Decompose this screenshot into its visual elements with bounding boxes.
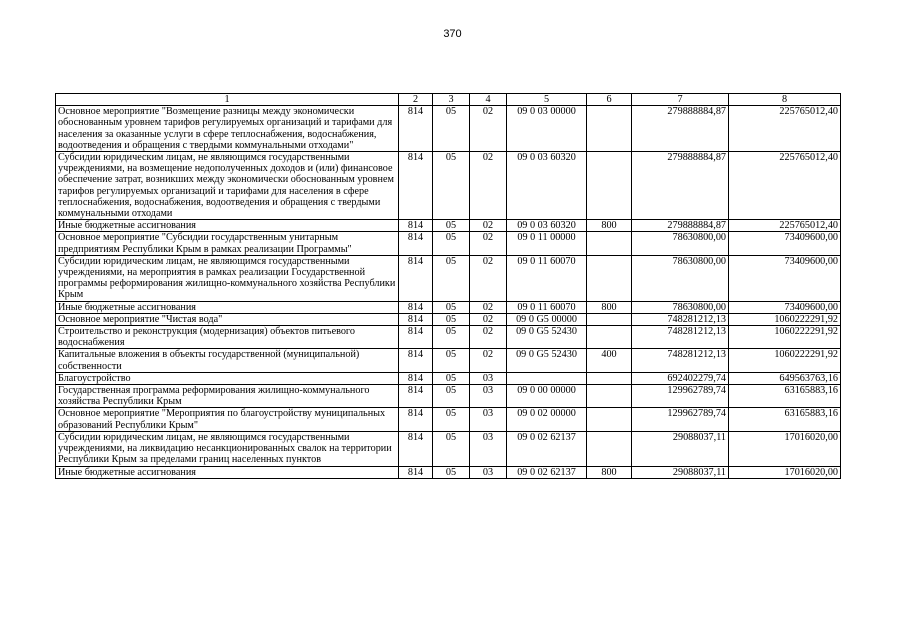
row-name-cell: Иные бюджетные ассигнования (56, 220, 399, 232)
target-article-cell: 09 0 03 60320 (507, 152, 587, 220)
section-code-cell: 05 (433, 255, 470, 301)
section-code-cell: 05 (433, 152, 470, 220)
amount-year2-cell: 649563763,16 (729, 372, 841, 384)
section-code-cell: 05 (433, 326, 470, 349)
ministry-code-cell: 814 (399, 152, 433, 220)
target-article-cell: 09 0 11 60070 (507, 301, 587, 313)
subsection-code-cell: 02 (470, 220, 507, 232)
section-code-cell: 05 (433, 431, 470, 466)
section-code-cell: 05 (433, 220, 470, 232)
amount-year1-cell: 29088037,11 (632, 466, 729, 478)
section-code-cell: 05 (433, 372, 470, 384)
section-code-cell: 05 (433, 466, 470, 478)
ministry-code-cell: 814 (399, 408, 433, 431)
row-name-cell: Благоустройство (56, 372, 399, 384)
table-row (56, 232, 841, 255)
expense-type-cell (587, 255, 632, 301)
ministry-code-cell: 814 (399, 349, 433, 372)
ministry-code-cell: 814 (399, 326, 433, 349)
table-row (56, 466, 841, 478)
target-article-cell: 09 0 G5 00000 (507, 313, 587, 325)
table-row (56, 326, 841, 349)
row-name-cell: Субсидии юридическим лицам, не являющимся государственными учреждениями, на возмещение недополученных доходов и (или) финансовое обеспечение затрат, возникших между экономически обоснованным уровнем тарифов регулируемых организаций и тарифами для населения в сфере теплоснабжения, водоснабжения, водоотведения и обращения с твердыми коммунальными отходами (56, 152, 399, 220)
row-name-cell: Строительство и реконструкция (модернизация) объектов питьевого водоснабжения (56, 326, 399, 349)
table-row (56, 255, 841, 301)
ministry-code-cell: 814 (399, 255, 433, 301)
table-row (56, 431, 841, 466)
target-article-cell: 09 0 03 60320 (507, 220, 587, 232)
amount-year2-cell: 1060222291,92 (729, 349, 841, 372)
amount-year2-cell: 17016020,00 (729, 431, 841, 466)
ministry-code-cell: 814 (399, 220, 433, 232)
amount-year2-cell: 73409600,00 (729, 232, 841, 255)
target-article-cell: 09 0 00 00000 (507, 385, 587, 408)
subsection-code-cell: 03 (470, 431, 507, 466)
row-name-cell: Капитальные вложения в объекты государственной (муниципальной) собственности (56, 349, 399, 372)
expense-type-cell (587, 152, 632, 220)
expense-type-cell (587, 408, 632, 431)
subsection-code-cell: 02 (470, 255, 507, 301)
expense-type-cell: 800 (587, 220, 632, 232)
row-name-cell: Основное мероприятие "Мероприятия по благоустройству муниципальных образований Республики Крым" (56, 408, 399, 431)
amount-year1-cell: 748281212,13 (632, 313, 729, 325)
amount-year1-cell: 129962789,74 (632, 408, 729, 431)
row-name-cell: Основное мероприятие "Субсидии государственным унитарным предприятиям Республики Крым в рамках реализации Программы" (56, 232, 399, 255)
section-code-cell: 05 (433, 385, 470, 408)
amount-year2-cell: 73409600,00 (729, 301, 841, 313)
ministry-code-cell: 814 (399, 106, 433, 152)
section-code-cell: 05 (433, 301, 470, 313)
column-header: 6 (587, 94, 632, 106)
amount-year2-cell: 63165883,16 (729, 385, 841, 408)
amount-year1-cell: 748281212,13 (632, 326, 729, 349)
expense-type-cell: 800 (587, 466, 632, 478)
expense-type-cell (587, 313, 632, 325)
expense-type-cell (587, 106, 632, 152)
amount-year1-cell: 692402279,74 (632, 372, 729, 384)
subsection-code-cell: 02 (470, 326, 507, 349)
column-header: 4 (470, 94, 507, 106)
ministry-code-cell: 814 (399, 431, 433, 466)
expense-type-cell: 800 (587, 301, 632, 313)
subsection-code-cell: 02 (470, 232, 507, 255)
amount-year2-cell: 225765012,40 (729, 220, 841, 232)
subsection-code-cell: 03 (470, 372, 507, 384)
row-name-cell: Субсидии юридическим лицам, не являющимся государственными учреждениями, на мероприятия в рамках реализации Государственной программы реформирования жилищно-коммунального хозяйства Республики Крым (56, 255, 399, 301)
target-article-cell (507, 372, 587, 384)
expense-type-cell (587, 431, 632, 466)
table-row (56, 372, 841, 384)
amount-year2-cell: 225765012,40 (729, 152, 841, 220)
section-code-cell: 05 (433, 106, 470, 152)
amount-year1-cell: 129962789,74 (632, 385, 729, 408)
column-header: 5 (507, 94, 587, 106)
table-row (56, 408, 841, 431)
table-header-row (56, 94, 841, 106)
table-body (56, 106, 841, 479)
amount-year2-cell: 225765012,40 (729, 106, 841, 152)
amount-year1-cell: 78630800,00 (632, 232, 729, 255)
column-header: 3 (433, 94, 470, 106)
row-name-cell: Основное мероприятие "Чистая вода" (56, 313, 399, 325)
table-row (56, 220, 841, 232)
page-number: 370 (443, 28, 462, 40)
ministry-code-cell: 814 (399, 372, 433, 384)
column-header: 2 (399, 94, 433, 106)
section-code-cell: 05 (433, 313, 470, 325)
amount-year1-cell: 78630800,00 (632, 301, 729, 313)
row-name-cell: Иные бюджетные ассигнования (56, 301, 399, 313)
section-code-cell: 05 (433, 232, 470, 255)
amount-year1-cell: 748281212,13 (632, 349, 729, 372)
target-article-cell: 09 0 02 62137 (507, 466, 587, 478)
target-article-cell: 09 0 G5 52430 (507, 326, 587, 349)
expense-type-cell: 400 (587, 349, 632, 372)
row-name-cell: Иные бюджетные ассигнования (56, 466, 399, 478)
table-row (56, 313, 841, 325)
column-header: 7 (632, 94, 729, 106)
subsection-code-cell: 02 (470, 313, 507, 325)
section-code-cell: 05 (433, 349, 470, 372)
column-header: 1 (56, 94, 399, 106)
budget-table (55, 93, 841, 479)
amount-year2-cell: 17016020,00 (729, 466, 841, 478)
subsection-code-cell: 03 (470, 466, 507, 478)
amount-year1-cell: 279888884,87 (632, 152, 729, 220)
target-article-cell: 09 0 02 00000 (507, 408, 587, 431)
ministry-code-cell: 814 (399, 313, 433, 325)
expense-type-cell (587, 385, 632, 408)
subsection-code-cell: 02 (470, 349, 507, 372)
amount-year1-cell: 78630800,00 (632, 255, 729, 301)
target-article-cell: 09 0 G5 52430 (507, 349, 587, 372)
subsection-code-cell: 02 (470, 106, 507, 152)
target-article-cell: 09 0 11 00000 (507, 232, 587, 255)
ministry-code-cell: 814 (399, 385, 433, 408)
subsection-code-cell: 03 (470, 385, 507, 408)
amount-year2-cell: 1060222291,92 (729, 313, 841, 325)
row-name-cell: Государственная программа реформирования жилищно-коммунального хозяйства Республики Крым (56, 385, 399, 408)
subsection-code-cell: 02 (470, 301, 507, 313)
expense-type-cell (587, 232, 632, 255)
ministry-code-cell: 814 (399, 301, 433, 313)
table-row (56, 385, 841, 408)
ministry-code-cell: 814 (399, 466, 433, 478)
amount-year1-cell: 279888884,87 (632, 106, 729, 152)
table-row (56, 349, 841, 372)
amount-year1-cell: 279888884,87 (632, 220, 729, 232)
amount-year1-cell: 29088037,11 (632, 431, 729, 466)
section-code-cell: 05 (433, 408, 470, 431)
amount-year2-cell: 1060222291,92 (729, 326, 841, 349)
amount-year2-cell: 73409600,00 (729, 255, 841, 301)
expense-type-cell (587, 372, 632, 384)
table-row (56, 106, 841, 152)
row-name-cell: Субсидии юридическим лицам, не являющимся государственными учреждениями, на ликвидацию несанкционированных свалок на территории Республики Крым за пределами границ населенных пунктов (56, 431, 399, 466)
ministry-code-cell: 814 (399, 232, 433, 255)
expense-type-cell (587, 326, 632, 349)
column-header: 8 (729, 94, 841, 106)
target-article-cell: 09 0 11 60070 (507, 255, 587, 301)
target-article-cell: 09 0 03 00000 (507, 106, 587, 152)
amount-year2-cell: 63165883,16 (729, 408, 841, 431)
table-row (56, 152, 841, 220)
subsection-code-cell: 03 (470, 408, 507, 431)
subsection-code-cell: 02 (470, 152, 507, 220)
table-row (56, 301, 841, 313)
target-article-cell: 09 0 02 62137 (507, 431, 587, 466)
row-name-cell: Основное мероприятие "Возмещение разницы между экономически обоснованным уровнем тарифов регулируемых организаций и тарифами для населения за оказанные услуги в сфере теплоснабжения, водоснабжения, водоотведения и обращения с твердыми коммунальными отходами" (56, 106, 399, 152)
